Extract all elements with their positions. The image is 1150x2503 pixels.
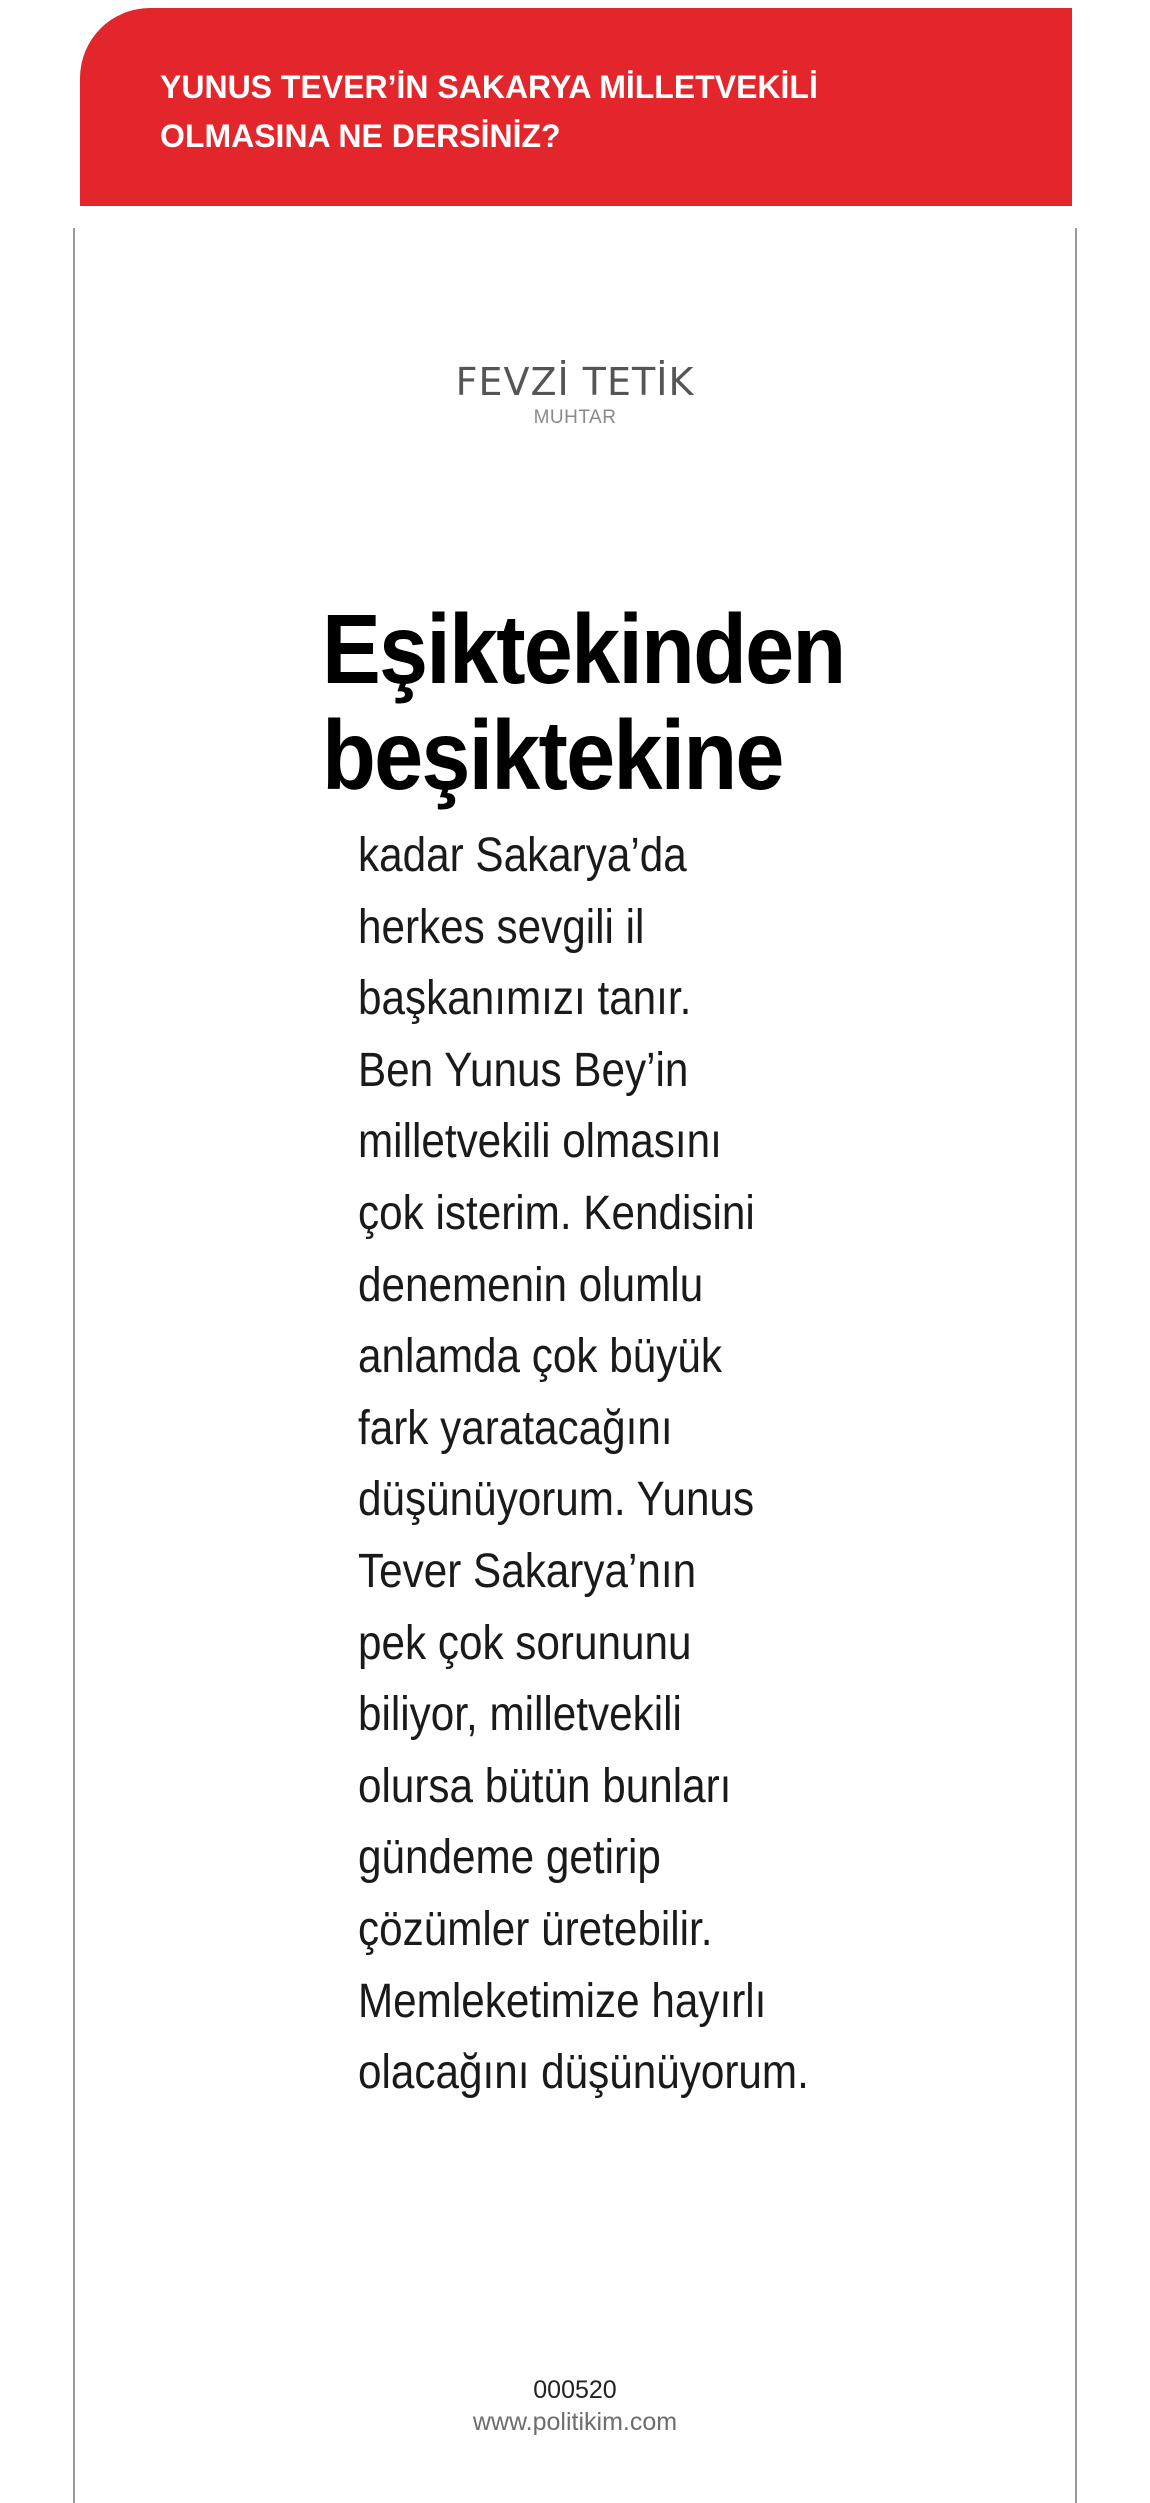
- body-line: anlamda çok büyük: [358, 1330, 722, 1384]
- body-line: gündeme getirip: [358, 1831, 661, 1885]
- body-line: başkanımızı tanır.: [358, 972, 692, 1026]
- footer-url: www.politikim.com: [472, 2408, 678, 2436]
- author-name: FEVZİ TETİK: [455, 360, 695, 404]
- body-line: herkes sevgili il: [358, 900, 645, 954]
- body-line: kadar Sakarya’da: [358, 829, 687, 882]
- body-line: çözümler üretebilir.: [358, 1902, 713, 1956]
- body-line: Ben Yunus Bey’in: [358, 1043, 689, 1097]
- banner-title: YUNUS TEVER’İN SAKARYA MİLLETVEKİLİ OLMASINA NE DERSİNİZ?: [160, 69, 818, 154]
- left-border-line: [73, 228, 75, 2503]
- body-line: Tever Sakarya’nın: [358, 1544, 697, 1598]
- body-line: Memleketimize hayırlı: [358, 1974, 767, 2028]
- body-line: olacağını düşünüyorum.: [358, 2046, 809, 2100]
- body-line: denemenin olumlu: [358, 1258, 704, 1312]
- footer-code: 000520: [533, 2376, 617, 2404]
- article-body: [358, 820, 918, 2109]
- author-block: [0, 358, 1150, 430]
- body-line: fark yaratacağını: [358, 1401, 673, 1455]
- body-line: biliyor, milletvekili: [358, 1688, 682, 1742]
- author-role: MUHTAR: [533, 407, 617, 428]
- body-line: olursa bütün bunları: [358, 1759, 732, 1813]
- body-line: çok isterim. Kendisini: [358, 1186, 755, 1240]
- body-line: pek çok sorununu: [358, 1616, 692, 1670]
- body-line: milletvekili olmasını: [358, 1115, 722, 1169]
- right-border-line: [1075, 228, 1077, 2503]
- body-line: düşünüyorum. Yunus: [358, 1473, 755, 1527]
- footer: [0, 2374, 1150, 2438]
- header-banner: [80, 8, 1072, 206]
- article-headline: Eşiktekinden beşiktekine: [322, 594, 845, 810]
